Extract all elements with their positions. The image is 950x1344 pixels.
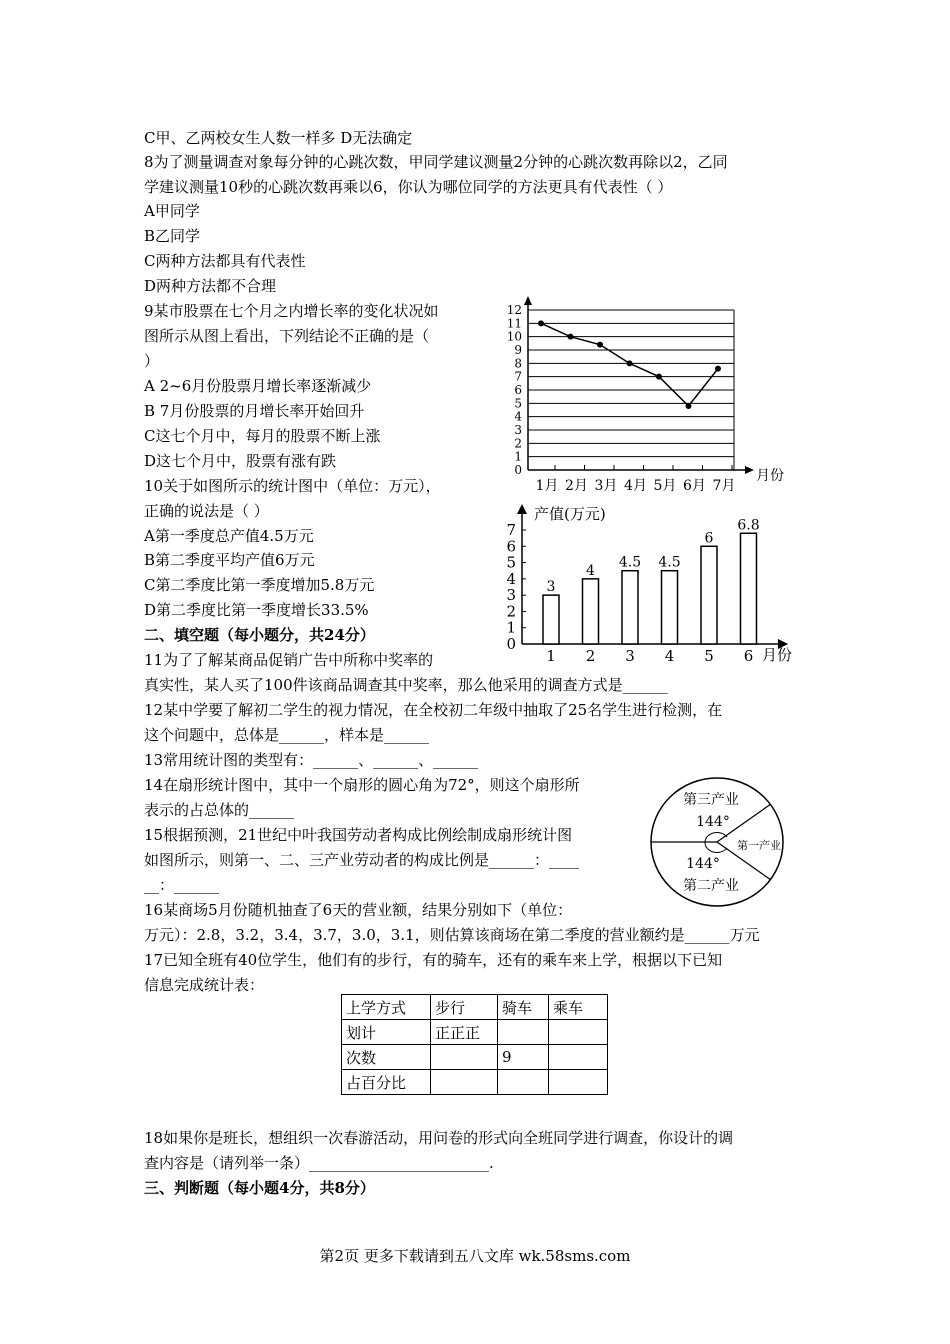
text-line: C这七个月中，每月的股票不断上涨: [144, 427, 381, 445]
data-point: [715, 366, 721, 372]
table-cell: 骑车: [498, 995, 549, 1020]
y-tick-label: 7: [514, 369, 522, 384]
text-line: 11为了了解某商品促销广告中所称中奖率的: [144, 651, 434, 669]
text-line: 图所示从图上看出，下列结论不正确的是（: [144, 327, 430, 345]
bar: [583, 579, 599, 644]
text-line: __：______: [144, 876, 220, 894]
y-tick-label: 11: [506, 316, 522, 331]
data-point: [597, 342, 603, 348]
text-line: 万元）：2.8，3.2，3.4，3.7，3.0，3.1，则估算该商场在第二季度的营业额约是______万元: [144, 926, 760, 944]
text-line: 三、判断题（每小题4分，共8分）: [144, 1179, 375, 1197]
y-tick-label: 0: [514, 463, 522, 477]
slice-label: 第三产业: [683, 792, 739, 808]
x-tick-label: 1月: [535, 478, 559, 494]
x-tick-label: 4: [664, 647, 675, 665]
x-tick-label: 5: [704, 647, 714, 665]
text-line: A第一季度总产值4.5万元: [144, 527, 314, 545]
x-tick-label: 1: [546, 647, 556, 665]
text-line: 正确的说法是（ ）: [144, 502, 269, 520]
page-footer: 第2页 更多下载请到五八文库 wk.58sms.com: [319, 1247, 631, 1265]
text-line: D这七个月中，股票有涨有跌: [144, 452, 337, 470]
bar-value-label: 6.8: [737, 517, 760, 534]
text-line: B乙同学: [144, 227, 201, 245]
text-line: 表示的占总体的______: [144, 801, 295, 819]
text-line: 12某中学要了解初二学生的视力情况，在全校初二年级中抽取了25名学生进行检测，在: [144, 701, 723, 719]
x-axis-label: 月份: [756, 468, 784, 484]
table-cell: [431, 1070, 498, 1095]
text-line: 14在扇形统计图中，其中一个扇形的圆心角为72°，则这个扇形所: [144, 776, 580, 794]
text-line: 15根据预测，21世纪中叶我国劳动者构成比例绘制成扇形统计图: [144, 826, 573, 844]
y-tick-label: 7: [506, 521, 516, 539]
text-line: C甲、乙两校女生人数一样多 D无法确定: [144, 129, 413, 147]
table-cell: [549, 1020, 608, 1045]
y-tick-label: 9: [514, 343, 522, 357]
y-tick-label: 6: [514, 383, 522, 397]
text-line: 二、填空题（每小题分，共24分）: [144, 626, 375, 644]
table-cell: [549, 1045, 608, 1070]
x-tick-label: 5月: [653, 478, 677, 494]
text-line: 这个问题中，总体是______，样本是______: [144, 726, 430, 744]
y-tick-label: 1: [506, 618, 516, 637]
table-cell: [431, 1045, 498, 1070]
y-tick-label: 2: [514, 436, 522, 451]
text-line: 18如果你是班长，想组织一次春游活动，用问卷的形式向全班同学进行调查，你设计的调: [144, 1129, 734, 1147]
text-line: 查内容是（请列举一条）________________________.: [144, 1154, 494, 1172]
table-cell: 步行: [431, 995, 498, 1020]
x-tick-label: 3月: [594, 478, 618, 494]
y-tick-label: 0: [506, 635, 516, 653]
text-line: 8为了测量调查对象每分钟的心跳次数，甲同学建议测量2分钟的心跳次数再除以2，乙同: [144, 153, 728, 171]
x-tick-label: 6月: [683, 478, 706, 494]
text-line: 真实性，某人买了100件该商品调查其中奖率，那么他采用的调查方式是______: [144, 676, 668, 694]
y-tick-label: 10: [506, 329, 522, 344]
table-cell: 9: [498, 1045, 549, 1070]
x-tick-label: 4月: [624, 478, 647, 494]
text-line: 10关于如图所示的统计图中（单位：万元），: [144, 477, 441, 495]
x-axis-arrow: [745, 466, 754, 474]
table-cell: [498, 1070, 549, 1095]
bar: [543, 595, 559, 644]
y-tick-label: 12: [506, 303, 522, 317]
text-line: 17已知全班有40位学生，他们有的步行，有的骑车，还有的乘车来上学，根据以下已知: [144, 951, 723, 969]
bar-value-label: 6: [704, 530, 714, 547]
text-line: D第二季度比第一季度增长33.5%: [144, 601, 369, 619]
table-row: [342, 1045, 608, 1070]
y-tick-label: 1: [514, 449, 522, 464]
y-tick-label: 4: [506, 569, 516, 588]
text-line: A 2~6月份股票月增长率逐渐减少: [144, 377, 372, 395]
table-cell: [549, 1070, 608, 1095]
table-cell: 划计: [342, 1020, 431, 1045]
text-line: 如图所示，则第一、二、三产业劳动者的构成比例是______：____: [144, 851, 580, 869]
table-cell: 次数: [342, 1045, 431, 1070]
x-tick-label: 2: [585, 647, 596, 665]
text-line: C第二季度比第一季度增加5.8万元: [144, 576, 375, 594]
bar-value-label: 4: [586, 562, 595, 579]
angle-label: 144°: [696, 814, 730, 830]
y-tick-label: 5: [506, 553, 516, 572]
y-axis-arrow: [524, 296, 532, 305]
x-axis-label: 月份: [762, 646, 793, 664]
y-tick-label: 2: [506, 602, 516, 621]
y-tick-label: 4: [514, 409, 522, 424]
slice-label: 第二产业: [683, 878, 739, 894]
bar: [741, 533, 757, 644]
angle-label: 144°: [686, 856, 720, 872]
text-line: 学建议测量10秒的心跳次数再乘以6，你认为哪位同学的方法更具有代表性（ ）: [144, 178, 673, 196]
bar-value-label: 4.5: [658, 554, 681, 571]
y-axis-arrow: [517, 504, 527, 514]
text-line: 9某市股票在七个月之内增长率的变化状况如: [144, 302, 439, 320]
y-tick-label: 8: [514, 356, 522, 371]
x-tick-label: 7月: [712, 478, 736, 494]
transport-tally-table: [341, 994, 608, 1095]
slice-label: 第一产业: [737, 839, 781, 852]
output-value-bar-chart: [498, 500, 808, 670]
text-line: 16某商场5月份随机抽查了6天的营业额，结果分别如下（单位：: [144, 901, 573, 919]
data-point: [686, 403, 692, 409]
y-tick-label: 3: [506, 586, 516, 605]
text-line: 13常用统计图的类型有：______、______、______: [144, 751, 479, 769]
table-cell: 乘车: [549, 995, 608, 1020]
table-cell: 正正正: [431, 1020, 498, 1045]
x-tick-label: 2月: [565, 478, 588, 494]
text-line: B第二季度平均产值6万元: [144, 551, 315, 569]
industry-pie-chart: [645, 774, 795, 914]
x-tick-label: 3: [625, 647, 635, 665]
bar: [622, 571, 638, 644]
table-row: [342, 1020, 608, 1045]
bar-value-label: 3: [546, 579, 556, 596]
x-tick-label: 6: [743, 647, 754, 665]
data-point: [656, 374, 662, 380]
data-point: [627, 360, 633, 366]
y-axis-label: 产值(万元): [534, 505, 606, 523]
text-line: C两种方法都具有代表性: [144, 252, 306, 270]
bar-value-label: 4.5: [618, 554, 642, 571]
data-point: [538, 320, 544, 326]
bar: [662, 571, 678, 644]
y-tick-label: 5: [514, 396, 522, 411]
stock-growth-line-chart: [498, 296, 798, 500]
bar: [701, 546, 717, 644]
data-point: [568, 334, 574, 340]
table-cell: [498, 1020, 549, 1045]
table-row: [342, 995, 608, 1020]
table-cell: 占百分比: [342, 1070, 431, 1095]
table-cell: 上学方式: [342, 995, 431, 1020]
table-row: [342, 1070, 608, 1095]
text-line: ）: [144, 352, 160, 370]
text-line: B 7月份股票的月增长率开始回升: [144, 402, 365, 420]
text-line: A甲同学: [144, 202, 200, 220]
y-tick-label: 6: [506, 537, 516, 556]
y-tick-label: 3: [514, 423, 522, 437]
text-line: 信息完成统计表：: [144, 976, 265, 994]
text-line: D两种方法都不合理: [144, 277, 277, 295]
